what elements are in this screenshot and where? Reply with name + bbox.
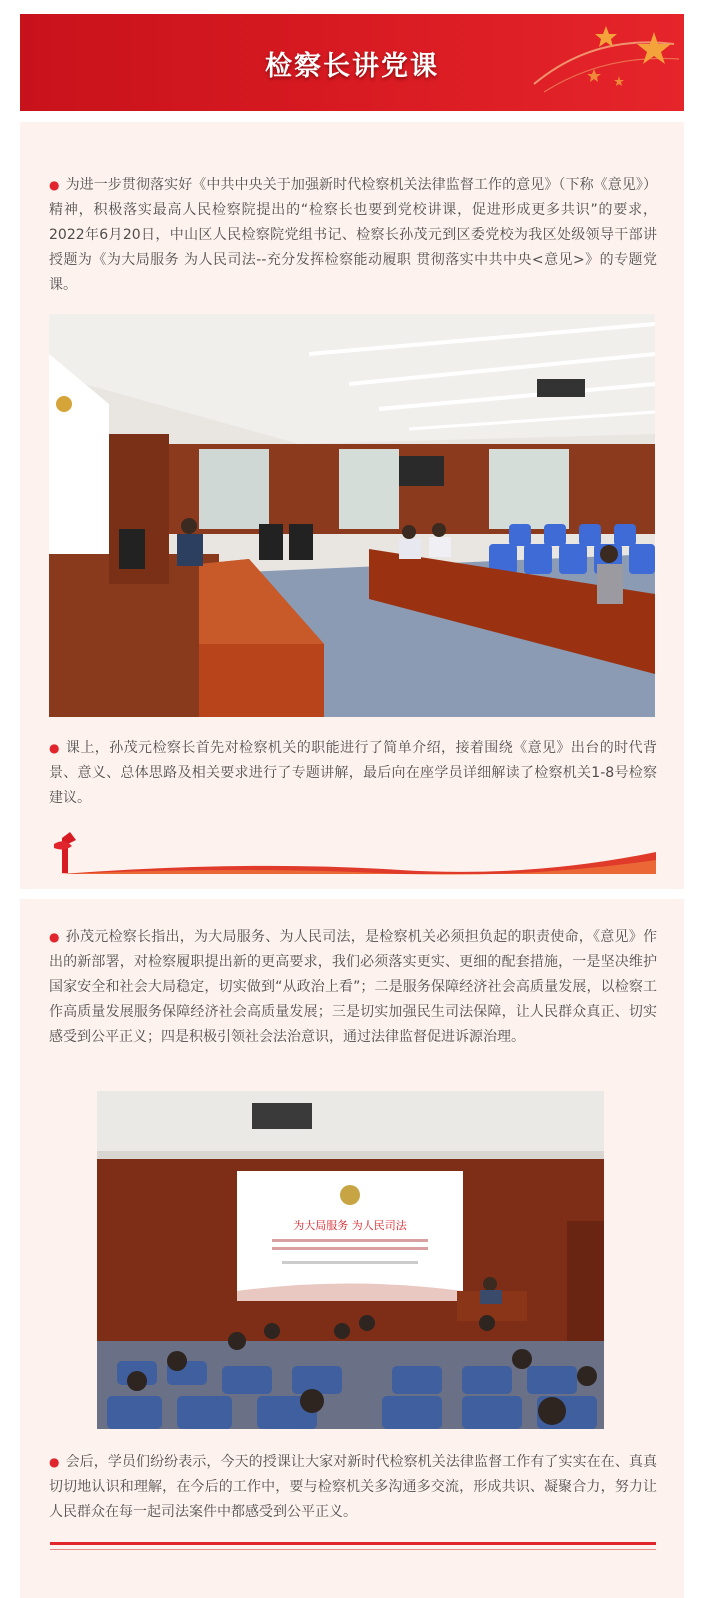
bullet-dot-icon: ● (49, 178, 60, 192)
footer-divider-line (50, 1542, 656, 1545)
intro-text: 为进一步贯彻落实好《中共中央关于加强新时代检察机关法律监督工作的意见》（下称《意见》）精神，积极落实最高人民检察院提出的“检察长也要到党校讲课，促进形成更多共识”的要求，2022年6月20日，中山区人民检察院党组书记、检察长孙茂元到区委党校为我区处级领导干部讲授题为《为大局服务 为人民司法--充分发挥检察能动履职 贯彻落实中共中央<意见>》的专题党课。 (49, 177, 657, 293)
footer-divider-line-thin (50, 1549, 656, 1550)
section-card-2 (20, 899, 684, 1598)
bullet-dot-icon: ● (49, 1455, 60, 1469)
lecture-text: 课上，孙茂元检察长首先对检察机关的职能进行了简单介绍，接着围绕《意见》出台的时代背景、意义、总体思路及相关要求进行了专题讲解，最后向在座学员详细解读了检察机关1-8号检察建议。 (49, 740, 657, 806)
page-title: 检察长讲党课 (265, 51, 439, 82)
points-text: 孙茂元检察长指出，为大局服务、为人民司法，是检察机关必须担负起的职责使命，《意见》作出的新部署，对检察履职提出新的更高要求，我们必须落实更实、更细的配套措施，一是坚决维护国家安全和社会大局稳定，切实做到“从政治上看”；二是服务保障经济社会高质量发展，以检察工作高质量发展服务保障经济社会高质量发展；三是切实加强民生司法保障，让人民群众真正、切实感受到公平正义；四是积极引领社会法治意识，通过法律监督促进诉源治理。 (49, 929, 657, 1045)
classroom-photo (97, 1091, 604, 1429)
intro-paragraph (49, 173, 657, 298)
lecture-paragraph (49, 736, 657, 811)
closing-paragraph (49, 1450, 657, 1525)
red-flag-wave-divider-icon (50, 830, 656, 878)
section-card-1 (20, 122, 684, 889)
bullet-dot-icon: ● (49, 930, 60, 944)
screen-title: 为大局服务 为人民司法 (293, 1219, 407, 1232)
lecture-hall-photo (49, 314, 655, 717)
closing-text: 会后，学员们纷纷表示，今天的授课让大家对新时代检察机关法律监督工作有了实实在在、真真切切地认识和理解，在今后的工作中，要与检察机关多沟通多交流，形成共识、凝聚合力，努力让人民群众在每一起司法案件中都感受到公平正义。 (49, 1454, 657, 1520)
header-banner (20, 14, 684, 111)
star-decoration-icon (524, 14, 684, 111)
points-paragraph (49, 925, 657, 1050)
bullet-dot-icon: ● (49, 741, 60, 755)
